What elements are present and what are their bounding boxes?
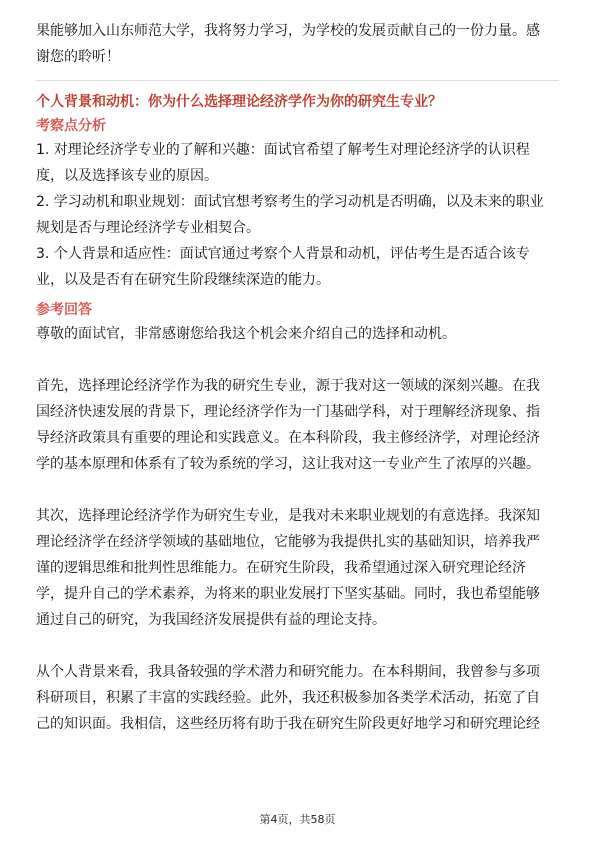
text-line: 学的基本原理和体系有了较为系统的学习，这让我对这一专业产生了浓厚的兴趣。 (36, 456, 540, 472)
answer-paragraph (36, 503, 559, 633)
text-line: 从个人背景来看，我具备较强的学术潜力和研究能力。在本科期间，我曾参与多项 (36, 664, 540, 680)
intro-closing-paragraph (36, 18, 559, 70)
page-number: 第4页，共58页 (259, 813, 336, 826)
text-line: 通过自己的研究，为我国经济发展提供有益的理论支持。 (36, 612, 386, 628)
text-line: 理论经济学在经济学领域的基础地位，它能够为我提供扎实的基础知识，培养我严 (36, 534, 540, 550)
text-line: 其次，选择理论经济学作为研究生专业，是我对未来职业规划的有意选择。我深知 (36, 508, 540, 524)
answer-heading: 参考回答 (36, 302, 92, 318)
text-line: 国经济快速发展的背景下，理论经济学作为一门基础学科，对于理解经济现象、指 (36, 404, 540, 420)
text-line: 己的知识面。我相信，这些经历将有助于我在研究生阶段更好地学习和研究理论经 (36, 716, 540, 732)
question-title: 个人背景和动机：你为什么选择理论经济学作为你的研究生专业？ (36, 94, 442, 110)
answer-paragraph (36, 659, 559, 737)
text-line: 导经济政策具有重要的理论和实践意义。在本科阶段，我主修经济学，对理论经济 (36, 430, 540, 446)
text-line: 1. 对理论经济学专业的了解和兴趣：面试官希望了解考生对理论经济学的认识程 (36, 142, 530, 158)
answer-greeting: 尊敬的面试官，非常感谢您给我这个机会来介绍自己的选择和动机。 (36, 326, 456, 342)
document-page (36, 18, 559, 737)
text-line: 业，以及是否有在研究生阶段继续深造的能力。 (36, 272, 330, 288)
paragraph-gap (36, 633, 559, 659)
analysis-point (36, 241, 559, 293)
analysis-points (36, 137, 559, 293)
analysis-point (36, 137, 559, 189)
text-line: 谨的逻辑思维和批判性思维能力。在研究生阶段，我希望通过深入研究理论经济 (36, 560, 526, 576)
text-line: 谢您的聆听！ (36, 49, 120, 65)
text-line: 果能够加入山东师范大学，我将努力学习，为学校的发展贡献自己的一份力量。感 (36, 23, 540, 39)
text-line: 2. 学习动机和职业规划：面试官想考察考生的学习动机是否明确，以及未来的职业 (36, 194, 544, 210)
paragraph-gap (36, 347, 559, 373)
text-line: 规划是否与理论经济学专业相契合。 (36, 220, 260, 236)
section-divider (36, 80, 559, 81)
text-line: 3. 个人背景和适应性：面试官通过考察个人背景和动机，评估考生是否适合该专 (36, 246, 530, 262)
text-line: 首先，选择理论经济学作为我的研究生专业，源于我对这一领域的深刻兴趣。在我 (36, 378, 540, 394)
answer-paragraph (36, 373, 559, 477)
paragraph-gap (36, 477, 559, 503)
text-line: 科研项目，积累了丰富的实践经验。此外，我还积极参加各类学术活动，拓宽了自 (36, 690, 540, 706)
text-line: 学，提升自己的学术素养，为将来的职业发展打下坚实基础。同时，我也希望能够 (36, 586, 540, 602)
analysis-point (36, 189, 559, 241)
text-line: 度，以及选择该专业的原因。 (36, 168, 218, 184)
analysis-heading: 考察点分析 (36, 118, 106, 134)
